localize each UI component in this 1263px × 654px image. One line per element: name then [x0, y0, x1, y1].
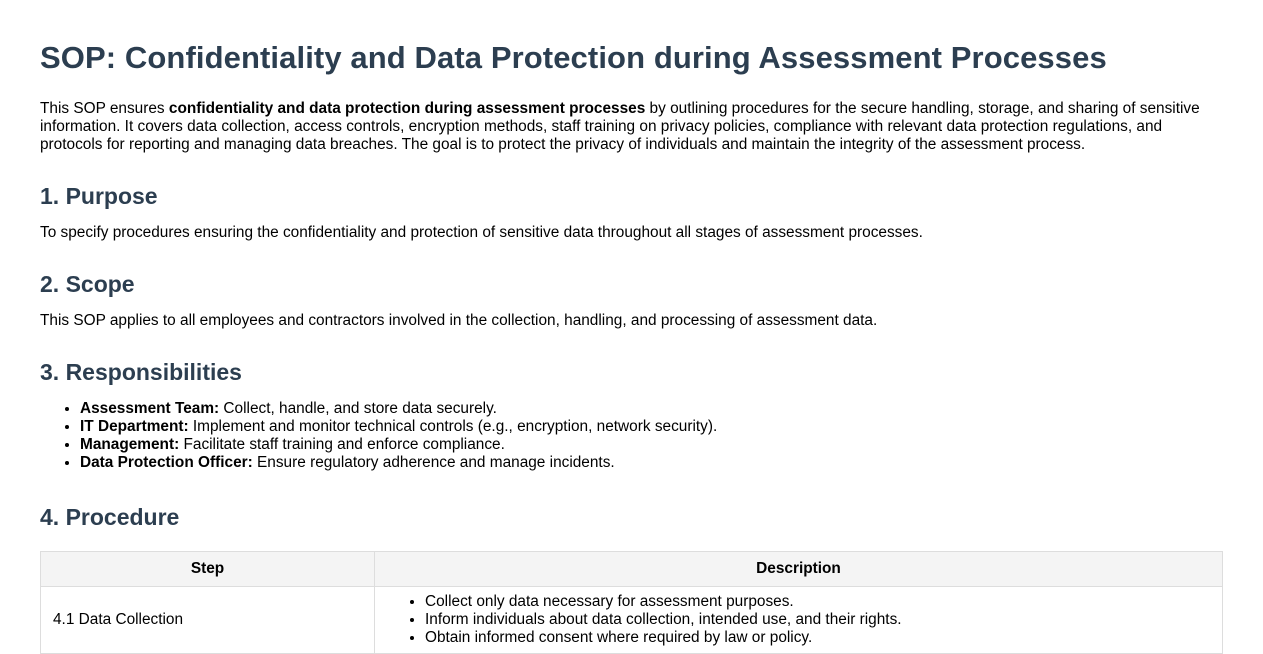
role-text: Facilitate staff training and enforce compliance. — [179, 436, 505, 453]
responsibilities-list — [40, 400, 1223, 472]
column-header-description: Description — [375, 552, 1223, 587]
list-item — [80, 454, 1223, 472]
scope-text: This SOP applies to all employees and contractors involved in the collection, handling, and processing of assessment data. — [40, 312, 878, 329]
role-label: Management: — [80, 436, 180, 453]
list-item: • Collect only data necessary for assessment purposes. — [425, 593, 1210, 611]
list-item: • Obtain informed consent where required by law or policy. — [425, 629, 1210, 647]
step-cell: 4.1 Data Collection — [41, 587, 375, 654]
role-text: Collect, handle, and store data securely. — [219, 400, 497, 417]
list-item — [80, 400, 1223, 418]
intro-text-bold: confidentiality and data protection during assessment processes — [168, 100, 646, 117]
procedure-table — [40, 551, 1223, 654]
column-header-step: Step — [41, 552, 375, 587]
procedure-heading: 4. Procedure — [40, 504, 180, 530]
list-item — [80, 436, 1223, 454]
page-title: SOP: Confidentiality and Data Protection during Assessment Processes — [40, 40, 1107, 75]
intro-text-before: This SOP ensures — [40, 100, 169, 117]
role-label: Assessment Team: — [80, 400, 220, 417]
description-list — [387, 593, 1210, 647]
role-text: Ensure regulatory adherence and manage incidents. — [252, 454, 615, 471]
responsibilities-heading: 3. Responsibilities — [40, 359, 242, 385]
scope-heading: 2. Scope — [40, 271, 135, 297]
table-row — [41, 587, 1223, 654]
table-header-row — [41, 552, 1223, 587]
purpose-heading: 1. Purpose — [40, 183, 158, 209]
list-item: • Inform individuals about data collection, intended use, and their rights. — [425, 611, 1210, 629]
description-cell — [375, 587, 1223, 654]
role-label: Data Protection Officer: — [80, 454, 253, 471]
intro-paragraph — [40, 100, 1223, 154]
role-label: IT Department: — [80, 418, 189, 435]
purpose-text: To specify procedures ensuring the confidentiality and protection of sensitive data throughout all stages of assessment processes. — [40, 224, 923, 241]
role-text: Implement and monitor technical controls (e.g., encryption, network security). — [188, 418, 718, 435]
intro-text-after: by outlining procedures for the secure handling, storage, and sharing of sensitive information. It covers data collection, access controls, encryption methods, staff training on privacy policies, compliance with relevant data protection regulations, and protocols for reporting and managing data breaches. The goal is to protect the privacy of individuals and maintain the integrity of the assessment process. — [40, 100, 1200, 153]
list-item — [80, 418, 1223, 436]
